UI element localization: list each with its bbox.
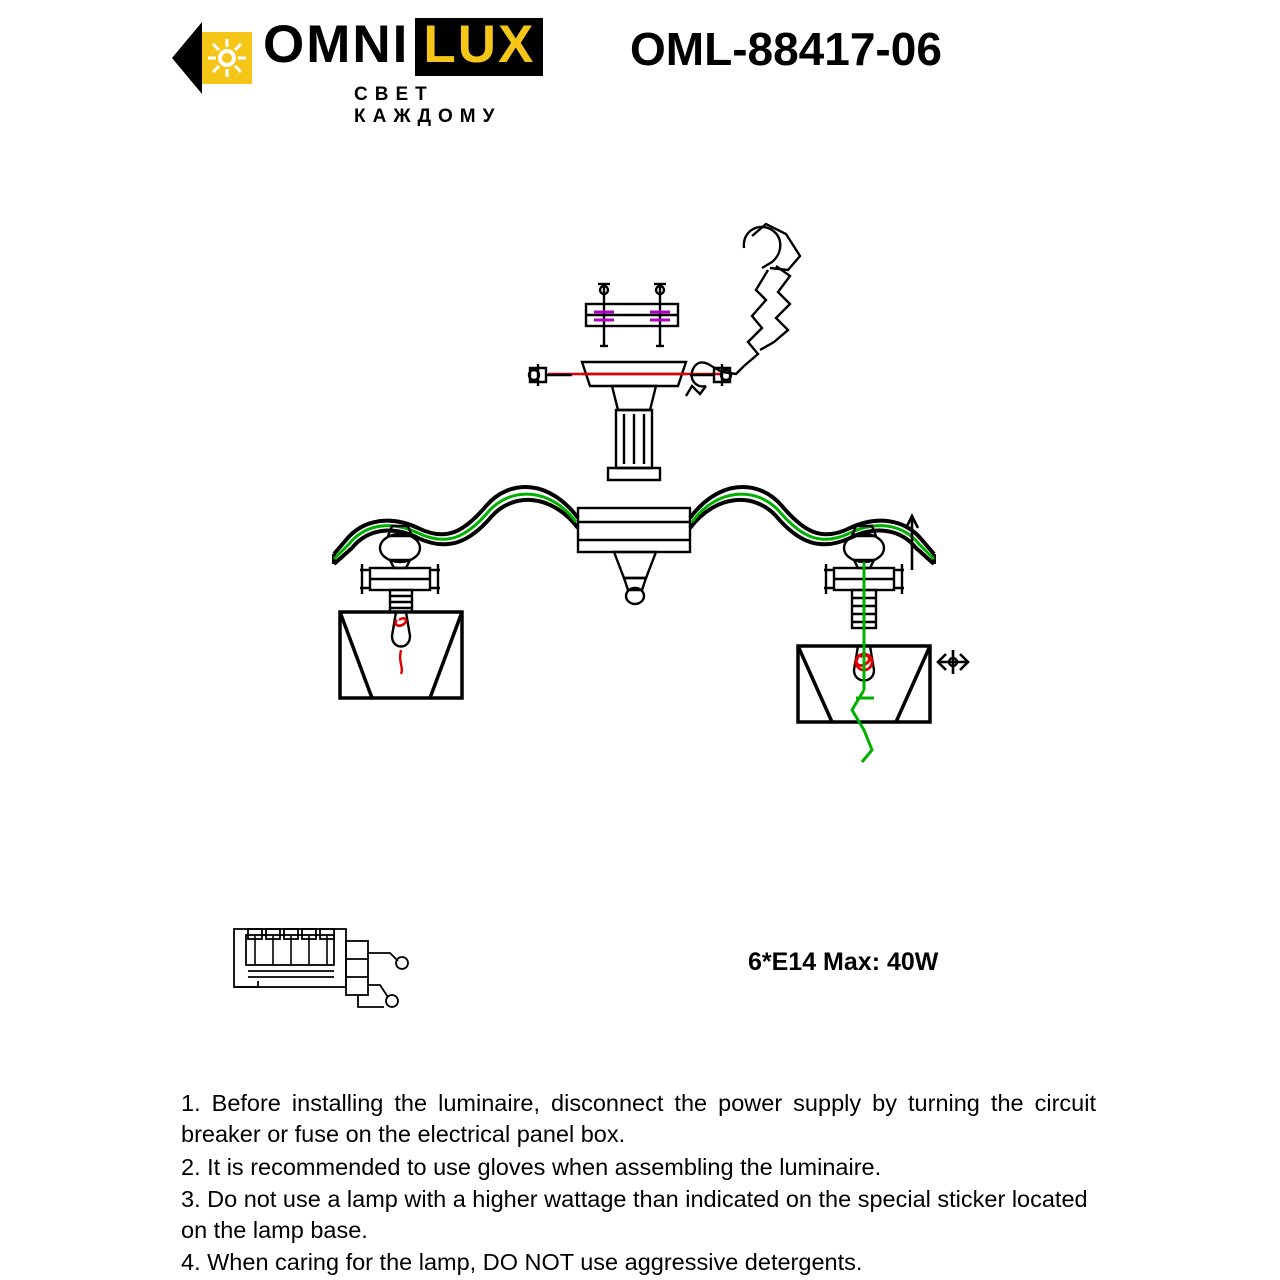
instruction-item-2: 2. It is recommended to use gloves when assembling the luminaire. [181, 1153, 882, 1180]
terminal-block-diagram [228, 915, 448, 1025]
brand-word-lux: LUX [415, 18, 543, 76]
brand-tagline: СВЕТ КАЖДОМУ [354, 84, 502, 127]
brand-logo [168, 10, 588, 127]
lamp-spec-label: 6*E14 Max: 40W [748, 948, 939, 976]
brand-wordmark [263, 15, 543, 76]
page-header [0, 0, 1280, 130]
brand-word-omni: OMNI [263, 15, 410, 74]
instruction-item-3: 3. Do not use a lamp with a higher wattage than indicated on the special sticker located on the lamp base. [181, 1185, 1088, 1243]
instructions-list [181, 1088, 1096, 1280]
omnilux-logo-mark [168, 12, 260, 104]
model-code: OML-88417-06 [630, 23, 942, 75]
chandelier-assembly-diagram [0, 150, 1280, 840]
instruction-item-4: 4. When caring for the lamp, DO NOT use aggressive detergents. [181, 1249, 863, 1276]
instruction-item-1: 1. Before installing the luminaire, disconnect the power supply by turning the circuit breaker or fuse on the electrical panel box. [181, 1090, 1096, 1148]
